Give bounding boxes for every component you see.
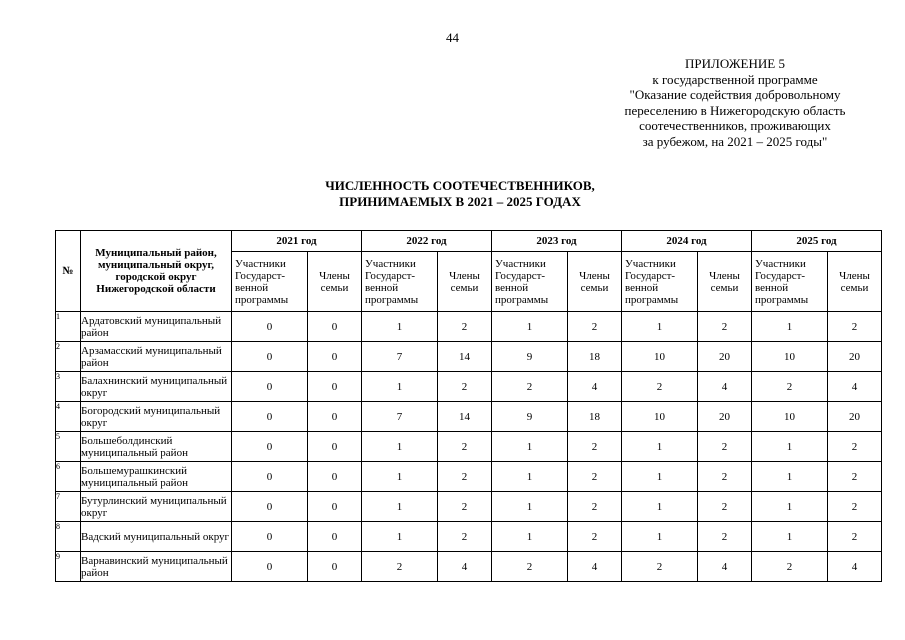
appendix-line: соотечественников, проживающих: [639, 118, 831, 134]
participants-value: 1: [752, 492, 828, 522]
participants-value: 1: [622, 492, 698, 522]
families-value: 4: [698, 372, 752, 402]
title-line: ЧИСЛЕННОСТЬ СООТЕЧЕСТВЕННИКОВ,: [325, 178, 595, 193]
families-header: Члены семьи: [308, 252, 362, 312]
table-row: [56, 462, 882, 492]
families-value: 20: [828, 342, 882, 372]
families-value: 2: [698, 492, 752, 522]
families-value: 14: [438, 402, 492, 432]
participants-header: Участники Государст-венной программы: [622, 252, 698, 312]
participants-value: 1: [752, 462, 828, 492]
participants-value: 7: [362, 402, 438, 432]
families-value: 4: [438, 552, 492, 582]
participants-value: 2: [622, 372, 698, 402]
families-value: 0: [308, 372, 362, 402]
families-value: 2: [568, 462, 622, 492]
participants-value: 0: [232, 432, 308, 462]
families-value: 4: [828, 552, 882, 582]
district-name: Варнавинский муниципальный район: [81, 552, 232, 582]
participants-value: 0: [232, 372, 308, 402]
row-number: 9: [56, 552, 81, 582]
participants-value: 0: [232, 462, 308, 492]
families-value: 2: [828, 492, 882, 522]
families-value: 2: [828, 432, 882, 462]
district-name: Арзамасский муниципальный район: [81, 342, 232, 372]
appendix-line: ПРИЛОЖЕНИЕ 5: [685, 56, 785, 71]
year-header: 2024 год: [622, 231, 752, 252]
families-value: 2: [568, 432, 622, 462]
resettlement-table: [55, 230, 882, 582]
table-row: [56, 522, 882, 552]
families-value: 0: [308, 312, 362, 342]
families-header: Члены семьи: [828, 252, 882, 312]
appendix-line: к государственной программе: [652, 71, 818, 87]
families-value: 0: [308, 342, 362, 372]
families-value: 0: [308, 402, 362, 432]
row-number: 2: [56, 342, 81, 372]
participants-value: 0: [232, 522, 308, 552]
row-number: 7: [56, 492, 81, 522]
families-value: 0: [308, 522, 362, 552]
families-value: 2: [568, 312, 622, 342]
families-value: 2: [698, 432, 752, 462]
participants-value: 2: [492, 552, 568, 582]
families-value: 0: [308, 552, 362, 582]
district-name: Вадский муниципальный округ: [81, 522, 232, 552]
document-title: [200, 178, 720, 209]
page-number: 44: [446, 30, 459, 45]
participants-value: 1: [622, 432, 698, 462]
participants-header: Участники Государст-венной программы: [492, 252, 568, 312]
participants-value: 7: [362, 342, 438, 372]
table-row: [56, 552, 882, 582]
participants-value: 1: [492, 432, 568, 462]
families-value: 14: [438, 342, 492, 372]
table-row: [56, 372, 882, 402]
families-value: 2: [698, 312, 752, 342]
families-value: 2: [828, 522, 882, 552]
participants-value: 9: [492, 342, 568, 372]
participants-value: 10: [752, 402, 828, 432]
district-name: Ардатовский муниципальный район: [81, 312, 232, 342]
participants-value: 0: [232, 492, 308, 522]
row-number: 8: [56, 522, 81, 552]
participants-value: 1: [362, 522, 438, 552]
participants-value: 1: [622, 522, 698, 552]
year-header: 2025 год: [752, 231, 882, 252]
participants-value: 1: [362, 492, 438, 522]
participants-value: 0: [232, 552, 308, 582]
row-number: 5: [56, 432, 81, 462]
families-value: 2: [828, 462, 882, 492]
participants-value: 9: [492, 402, 568, 432]
families-value: 2: [568, 522, 622, 552]
families-value: 4: [698, 552, 752, 582]
year-header: 2022 год: [362, 231, 492, 252]
participants-value: 1: [362, 372, 438, 402]
participants-value: 1: [752, 522, 828, 552]
year-header: 2021 год: [232, 231, 362, 252]
families-value: 2: [438, 492, 492, 522]
families-header: Члены семьи: [438, 252, 492, 312]
row-number: 3: [56, 372, 81, 402]
families-value: 0: [308, 432, 362, 462]
participants-value: 10: [622, 342, 698, 372]
year-header-row: [56, 231, 882, 252]
row-number: 1: [56, 312, 81, 342]
district-name: Большеболдинский муниципальный район: [81, 432, 232, 462]
district-name: Бутурлинский муниципальный округ: [81, 492, 232, 522]
families-value: 20: [698, 402, 752, 432]
families-value: 18: [568, 342, 622, 372]
table-row: [56, 312, 882, 342]
participants-value: 2: [752, 372, 828, 402]
families-value: 2: [438, 522, 492, 552]
families-value: 18: [568, 402, 622, 432]
participants-value: 1: [492, 492, 568, 522]
families-value: 20: [828, 402, 882, 432]
participants-value: 1: [492, 522, 568, 552]
row-number: 6: [56, 462, 81, 492]
participants-value: 10: [752, 342, 828, 372]
participants-value: 1: [752, 312, 828, 342]
participants-header: Участники Государст-венной программы: [232, 252, 308, 312]
participants-value: 1: [622, 462, 698, 492]
families-header: Члены семьи: [568, 252, 622, 312]
table-row: [56, 492, 882, 522]
district-name: Большемурашкинский муниципальный район: [81, 462, 232, 492]
appendix-line: "Оказание содействия добровольному: [629, 87, 841, 103]
table-row: [56, 432, 882, 462]
participants-value: 2: [622, 552, 698, 582]
table-row: [56, 402, 882, 432]
participants-value: 1: [492, 462, 568, 492]
participants-value: 10: [622, 402, 698, 432]
families-value: 0: [308, 492, 362, 522]
participants-header: Участники Государст-венной программы: [752, 252, 828, 312]
participants-value: 2: [362, 552, 438, 582]
participants-value: 2: [492, 372, 568, 402]
families-value: 2: [438, 312, 492, 342]
participants-value: 0: [232, 342, 308, 372]
district-name: Балахнинский муниципальный округ: [81, 372, 232, 402]
participants-value: 0: [232, 402, 308, 432]
district-column-header: Муниципальный район, муниципальный округ, городской округ Нижегородской области: [81, 231, 232, 312]
participants-value: 1: [492, 312, 568, 342]
families-value: 20: [698, 342, 752, 372]
participants-value: 1: [622, 312, 698, 342]
participants-value: 2: [752, 552, 828, 582]
year-header: 2023 год: [492, 231, 622, 252]
families-value: 2: [438, 462, 492, 492]
table-body: [56, 312, 882, 582]
number-column-header: №: [56, 231, 81, 312]
participants-header: Участники Государст-венной программы: [362, 252, 438, 312]
table-row: [56, 342, 882, 372]
families-value: 2: [438, 372, 492, 402]
families-value: 0: [308, 462, 362, 492]
participants-value: 1: [362, 312, 438, 342]
appendix-header: [560, 56, 905, 150]
families-value: 4: [568, 372, 622, 402]
title-line: ПРИНИМАЕМЫХ В 2021 – 2025 ГОДАХ: [339, 193, 581, 209]
row-number: 4: [56, 402, 81, 432]
participants-value: 1: [752, 432, 828, 462]
appendix-line: за рубежом, на 2021 – 2025 годы": [642, 133, 828, 149]
families-value: 4: [828, 372, 882, 402]
families-value: 2: [698, 522, 752, 552]
families-value: 2: [828, 312, 882, 342]
families-value: 2: [438, 432, 492, 462]
families-value: 2: [568, 492, 622, 522]
families-value: 4: [568, 552, 622, 582]
participants-value: 0: [232, 312, 308, 342]
families-value: 2: [698, 462, 752, 492]
district-name: Богородский муниципальный округ: [81, 402, 232, 432]
appendix-line: переселению в Нижегородскую область: [624, 102, 846, 118]
families-header: Члены семьи: [698, 252, 752, 312]
participants-value: 1: [362, 462, 438, 492]
participants-value: 1: [362, 432, 438, 462]
